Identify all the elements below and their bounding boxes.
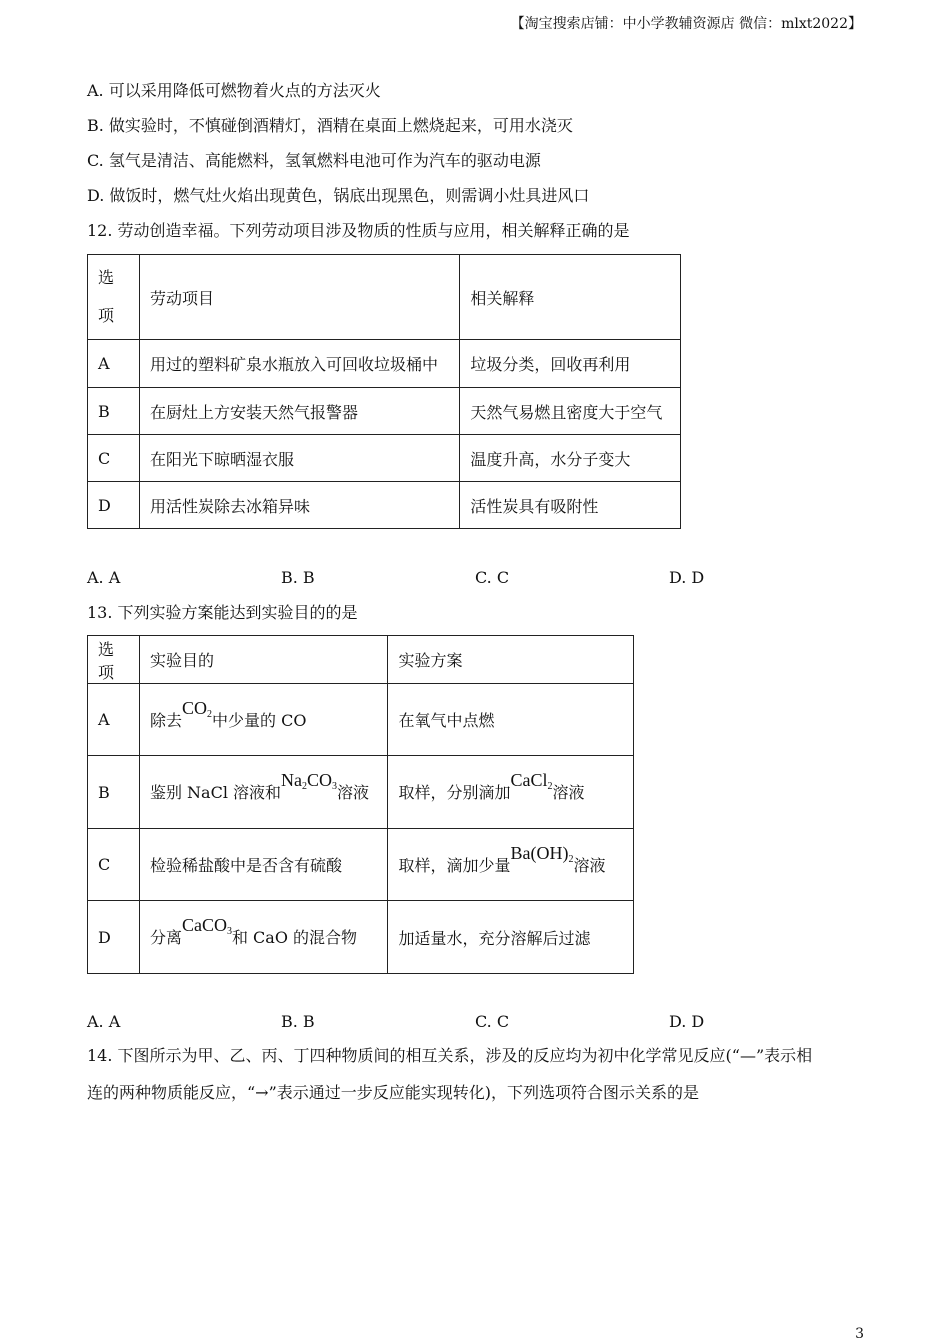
row-option: B [88, 388, 140, 435]
table-row [88, 482, 681, 529]
page-header: 【淘宝搜索店铺：中小学教辅资源店 微信：mlxt2022】 [510, 16, 862, 32]
chem-formula [181, 915, 232, 949]
plan-text: 取样，滴加少量 [398, 855, 511, 875]
formula-main: Ba(OH) [510, 842, 569, 863]
row-plan: 在氧气中点燃 [388, 684, 634, 756]
goal-text: 分离 [149, 928, 182, 947]
q12-choices [87, 568, 767, 590]
table-header-row [88, 636, 634, 684]
row-option: A [88, 340, 140, 388]
row-goal [139, 756, 388, 829]
formula-main: CaCl [510, 770, 548, 790]
row-option: A [88, 684, 140, 756]
q14-stem-line2: 连的两种物质能反应，“→”表示通过一步反应能实现转化)，下列选项符合图示关系的是 [87, 1083, 700, 1102]
plan-text: 溶液 [552, 783, 585, 802]
row-option: C [88, 829, 140, 901]
q12-choice-d[interactable]: D. D [669, 568, 705, 587]
row-plan: 加适量水，充分溶解后过滤 [388, 901, 634, 974]
header-goal: 实验目的 [139, 636, 388, 684]
q13-stem: 13. 下列实验方案能达到实验目的的是 [87, 603, 358, 622]
q12-stem: 12. 劳动创造幸福。下列劳动项目涉及物质的性质与应用，相关解释正确的是 [87, 221, 630, 240]
row-explanation: 天然气易燃且密度大于空气 [460, 388, 681, 435]
formula-subscript: 2 [547, 781, 553, 792]
row-plan [388, 829, 634, 901]
q13-choices [87, 1012, 767, 1034]
formula-main: Na [281, 770, 303, 790]
q12-choice-c[interactable]: C. C [475, 568, 510, 587]
row-explanation: 活性炭具有吸附性 [460, 482, 681, 529]
chem-formula [510, 770, 553, 804]
row-explanation: 垃圾分类，回收再利用 [460, 340, 681, 388]
row-labor-item: 在阳光下晾晒湿衣服 [139, 435, 459, 482]
q12-choice-a[interactable]: A. A [87, 568, 121, 587]
row-option: D [88, 482, 140, 529]
row-labor-item: 用活性炭除去冰箱异味 [139, 482, 459, 529]
table-row [88, 340, 681, 388]
formula-main: CO [181, 697, 207, 718]
q13-choice-c[interactable]: C. C [475, 1012, 510, 1031]
formula-subscript: 2 [302, 781, 308, 792]
table-row [88, 901, 634, 974]
row-goal: 检验稀盐酸中是否含有硫酸 [139, 829, 388, 901]
goal-text: 溶液 [337, 783, 370, 802]
q14-stem-line1: 14. 下图所示为甲、乙、丙、丁四种物质间的相互关系，涉及的反应均为初中化学常见反应(“—”表示相 [87, 1046, 813, 1065]
plan-text: 取样，分别滴加 [398, 783, 511, 802]
q13-choice-b[interactable]: B. B [281, 1012, 315, 1031]
row-plan [388, 756, 634, 829]
formula-main: CO [307, 770, 333, 790]
header-explanation: 相关解释 [460, 255, 681, 340]
q12-choice-b[interactable]: B. B [281, 568, 315, 587]
formula-subscript: 2 [206, 708, 212, 720]
chem-formula [181, 697, 212, 732]
row-labor-item: 在厨灶上方安装天然气报警器 [139, 388, 459, 435]
goal-text: 中少量的 CO [211, 710, 307, 730]
formula-subscript: 3 [226, 926, 232, 937]
q13-choice-d[interactable]: D. D [669, 1012, 705, 1031]
q11-option-c: C. 氢气是清洁、高能燃料，氢氧燃料电池可作为汽车的驱动电源 [87, 151, 541, 170]
q13-choice-a[interactable]: A. A [87, 1012, 121, 1031]
q11-option-b: B. 做实验时，不慎碰倒酒精灯，酒精在桌面上燃烧起来，可用水浇灭 [87, 116, 573, 135]
table-row [88, 388, 681, 435]
q13-table [87, 635, 634, 974]
plan-text: 溶液 [573, 855, 606, 875]
header-plan: 实验方案 [388, 636, 634, 684]
goal-text: 鉴别 NaCl 溶液和 [149, 783, 282, 802]
formula-main: CaCO [181, 915, 227, 935]
table-row [88, 829, 634, 901]
table-row [88, 756, 634, 829]
formula-subscript: 2 [568, 853, 574, 865]
chem-formula [281, 770, 338, 804]
q12-table [87, 254, 681, 529]
header-labor-item: 劳动项目 [139, 255, 459, 340]
table-row [88, 684, 634, 756]
page-number: 3 [855, 1326, 864, 1342]
header-option: 选项 [88, 636, 140, 684]
row-goal [139, 901, 388, 974]
header-option: 选 项 [88, 255, 140, 340]
table-row [88, 435, 681, 482]
row-labor-item: 用过的塑料矿泉水瓶放入可回收垃圾桶中 [139, 340, 459, 388]
table-header-row [88, 255, 681, 340]
row-explanation: 温度升高，水分子变大 [460, 435, 681, 482]
goal-text: 除去 [149, 710, 182, 730]
goal-text: 和 CaO 的混合物 [231, 928, 358, 947]
row-option: D [88, 901, 140, 974]
row-option: C [88, 435, 140, 482]
row-goal [139, 684, 388, 756]
formula-subscript: 3 [332, 781, 338, 792]
chem-formula [510, 842, 574, 877]
row-option: B [88, 756, 140, 829]
q11-option-d: D. 做饭时，燃气灶火焰出现黄色，锅底出现黑色，则需调小灶具进风口 [87, 186, 590, 205]
q11-option-a: A. 可以采用降低可燃物着火点的方法灭火 [87, 81, 381, 100]
